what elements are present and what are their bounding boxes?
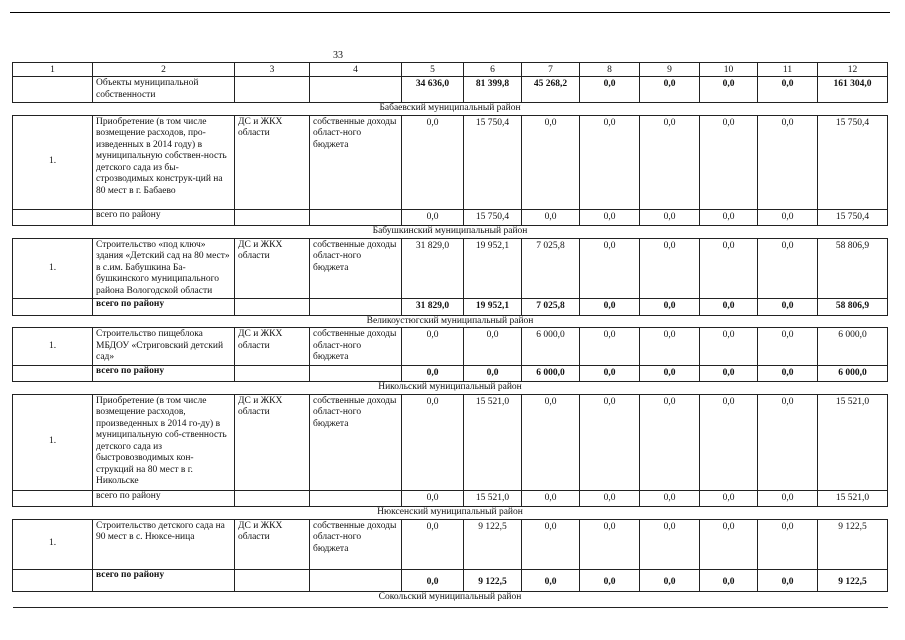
empty-cell [13,569,93,591]
amount-cell: 7 025,8 [522,238,580,299]
total-amount: 9 122,5 [464,569,522,591]
total-amount: 0,0 [700,365,758,382]
total-amount: 0,0 [402,209,464,226]
total-amount: 0,0 [700,490,758,507]
empty-cell [13,490,93,507]
project-row [13,519,888,569]
total-amount: 0,0 [580,569,640,591]
col-header: 1 [13,63,93,77]
col-header: 5 [402,63,464,77]
empty-cell [13,365,93,382]
amount-cell: 15 750,4 [464,115,522,209]
amount-cell: 0,0 [640,328,700,366]
project-row [13,238,888,299]
col-header: 10 [700,63,758,77]
summary-value: 81 399,8 [464,77,522,103]
total-amount: 0,0 [758,490,818,507]
responsible-body: ДС и ЖКХ области [235,394,310,490]
total-label: всего по району [93,299,235,316]
district-total-row [13,490,888,507]
amount-cell: 0,0 [522,115,580,209]
district-total-row [13,209,888,226]
summary-row [13,77,888,103]
total-amount: 0,0 [758,299,818,316]
amount-cell: 0,0 [640,238,700,299]
amount-cell: 0,0 [700,519,758,569]
budget-table [12,62,888,608]
funding-source: собственные доходы област-ного бюджета [310,519,402,569]
empty-cell [310,209,402,226]
responsible-body: ДС и ЖКХ области [235,328,310,366]
total-amount: 0,0 [700,209,758,226]
total-amount: 6 000,0 [818,365,888,382]
total-amount: 15 521,0 [818,490,888,507]
summary-value: 0,0 [640,77,700,103]
district-row [13,226,888,239]
row-number: 1. [13,238,93,299]
district-heading: Никольский муниципальный район [13,382,888,395]
total-amount: 0,0 [402,490,464,507]
project-description: Строительство детского сада на 90 мест в с. Нюксе-ница [93,519,235,569]
total-amount: 0,0 [580,209,640,226]
total-amount: 15 750,4 [818,209,888,226]
total-amount: 0,0 [700,569,758,591]
empty-cell [310,490,402,507]
summary-value: 0,0 [758,77,818,103]
total-amount: 0,0 [640,299,700,316]
amount-cell: 0,0 [522,519,580,569]
project-row [13,115,888,209]
page-number: 33 [333,50,343,61]
total-amount: 15 521,0 [464,490,522,507]
amount-cell: 0,0 [402,394,464,490]
total-amount: 0,0 [464,365,522,382]
summary-value: 0,0 [580,77,640,103]
district-total-row [13,365,888,382]
total-amount: 31 829,0 [402,299,464,316]
funding-source: собственные доходы област-ного бюджета [310,328,402,366]
col-header: 7 [522,63,580,77]
amount-cell: 0,0 [580,328,640,366]
total-label: всего по району [93,209,235,226]
total-amount: 9 122,5 [818,569,888,591]
total-amount: 0,0 [640,365,700,382]
total-amount: 0,0 [402,365,464,382]
funding-source: собственные доходы област-ного бюджета [310,394,402,490]
row-number: 1. [13,328,93,366]
project-description: Приобретение (в том числе возмещение расходов, произведенных в 2014 го-ду) в муниципальную соб-ственность детского сада из быстровозводимых кон-струкций на 80 мест в г. Никольске [93,394,235,490]
funding-source: собственные доходы област-ного бюджета [310,115,402,209]
amount-cell: 6 000,0 [818,328,888,366]
summary-value: 0,0 [700,77,758,103]
amount-cell: 58 806,9 [818,238,888,299]
funding-source: собственные доходы област-ного бюджета [310,238,402,299]
empty-cell [235,209,310,226]
total-amount: 19 952,1 [464,299,522,316]
summary-value: 34 636,0 [402,77,464,103]
project-description: Строительство «под ключ» здания «Детский сад на 80 мест» в с.им. Бабушкина Ба-бушкинского муниципального района Вологодской области [93,238,235,299]
amount-cell: 15 521,0 [464,394,522,490]
amount-cell: 0,0 [640,394,700,490]
total-amount: 0,0 [758,209,818,226]
project-description: Приобретение (в том числе возмещение расходов, про-изведенных в 2014 году) в муниципальную собствен-ность детского сада из бы-строзводимых конструк-ций на 80 мест в г. Бабаево [93,115,235,209]
amount-cell: 0,0 [758,238,818,299]
amount-cell: 0,0 [700,115,758,209]
total-amount: 0,0 [758,365,818,382]
district-heading: Бабаевский муниципальный район [13,103,888,116]
district-total-row [13,299,888,316]
total-label: всего по району [93,490,235,507]
amount-cell: 31 829,0 [402,238,464,299]
amount-cell: 0,0 [758,328,818,366]
amount-cell: 0,0 [700,238,758,299]
empty-cell [13,299,93,316]
col-header: 4 [310,63,402,77]
amount-cell: 0,0 [580,115,640,209]
row-number: 1. [13,519,93,569]
total-amount: 7 025,8 [522,299,580,316]
project-description: Строительство пищеблока МБДОУ «Стриговский детский сад» [93,328,235,366]
amount-cell: 0,0 [580,394,640,490]
project-row [13,328,888,366]
district-row [13,103,888,116]
empty-cell [13,209,93,226]
col-header: 3 [235,63,310,77]
district-row [13,591,888,607]
total-label: всего по району [93,569,235,591]
total-amount: 0,0 [580,365,640,382]
district-row [13,507,888,520]
amount-cell: 15 750,4 [818,115,888,209]
col-header: 6 [464,63,522,77]
empty-cell [235,490,310,507]
total-amount: 0,0 [640,569,700,591]
amount-cell: 0,0 [700,328,758,366]
amount-cell: 0,0 [640,115,700,209]
district-heading: Сокольский муниципальный район [13,591,888,607]
total-amount: 0,0 [522,569,580,591]
amount-cell: 0,0 [580,238,640,299]
col-header: 12 [818,63,888,77]
total-amount: 0,0 [580,490,640,507]
district-row [13,315,888,328]
total-amount: 0,0 [758,569,818,591]
row-number: 1. [13,394,93,490]
amount-cell: 9 122,5 [818,519,888,569]
amount-cell: 0,0 [402,328,464,366]
top-rule [10,12,890,13]
col-header: 11 [758,63,818,77]
district-total-row [13,569,888,591]
amount-cell: 0,0 [464,328,522,366]
summary-value: 45 268,2 [522,77,580,103]
summary-value: 161 304,0 [818,77,888,103]
col-header: 2 [93,63,235,77]
total-amount: 0,0 [522,490,580,507]
total-amount: 0,0 [580,299,640,316]
amount-cell: 6 000,0 [522,328,580,366]
district-heading: Великоустюгский муниципальный район [13,315,888,328]
total-amount: 15 750,4 [464,209,522,226]
amount-cell: 15 521,0 [818,394,888,490]
total-amount: 6 000,0 [522,365,580,382]
summary-num-cell [13,77,93,103]
header-row [13,63,888,77]
responsible-body: ДС и ЖКХ области [235,238,310,299]
total-amount: 0,0 [640,490,700,507]
empty-cell [310,299,402,316]
total-amount: 0,0 [640,209,700,226]
row-number: 1. [13,115,93,209]
col-header: 8 [580,63,640,77]
total-amount: 58 806,9 [818,299,888,316]
project-row [13,394,888,490]
empty-cell [235,77,310,103]
total-amount: 0,0 [522,209,580,226]
district-heading: Нюксенский муниципальный район [13,507,888,520]
amount-cell: 0,0 [402,519,464,569]
amount-cell: 0,0 [522,394,580,490]
col-header: 9 [640,63,700,77]
amount-cell: 0,0 [580,519,640,569]
amount-cell: 0,0 [640,519,700,569]
empty-cell [310,77,402,103]
amount-cell: 19 952,1 [464,238,522,299]
total-label: всего по району [93,365,235,382]
empty-cell [235,299,310,316]
total-amount: 0,0 [700,299,758,316]
empty-cell [235,365,310,382]
district-heading: Бабушкинский муниципальный район [13,226,888,239]
empty-cell [235,569,310,591]
amount-cell: 0,0 [758,394,818,490]
amount-cell: 0,0 [758,519,818,569]
amount-cell: 0,0 [758,115,818,209]
responsible-body: ДС и ЖКХ области [235,519,310,569]
empty-cell [310,569,402,591]
amount-cell: 0,0 [402,115,464,209]
responsible-body: ДС и ЖКХ области [235,115,310,209]
district-row [13,382,888,395]
amount-cell: 0,0 [700,394,758,490]
empty-cell [310,365,402,382]
total-amount: 0,0 [402,569,464,591]
amount-cell: 9 122,5 [464,519,522,569]
summary-label: Объекты муниципальной собственности [93,77,235,103]
